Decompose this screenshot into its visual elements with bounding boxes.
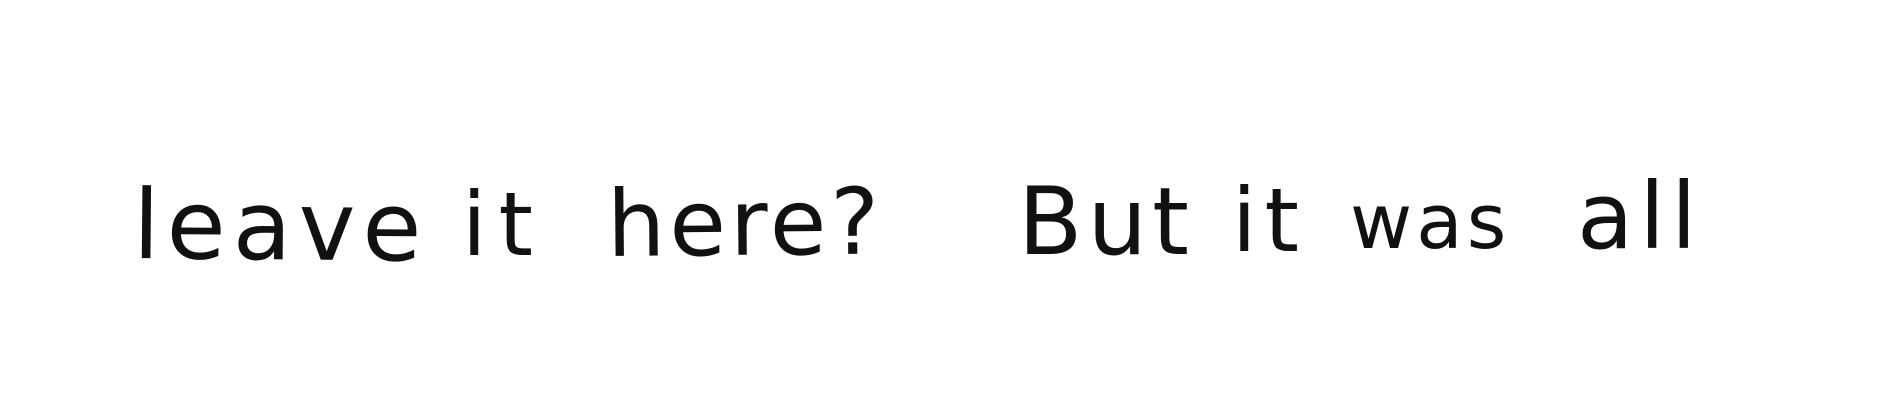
handwritten-word-was: was [1350, 177, 1511, 266]
handwritten-word-here-question: here? [606, 168, 884, 278]
handwritten-word-leave: leave [132, 169, 429, 284]
handwritten-word-it: it [462, 173, 545, 276]
handwritten-word-but: But [1018, 168, 1194, 277]
handwritten-word-all: all [1577, 163, 1703, 270]
handwritten-word-it-second: it [1232, 169, 1307, 272]
